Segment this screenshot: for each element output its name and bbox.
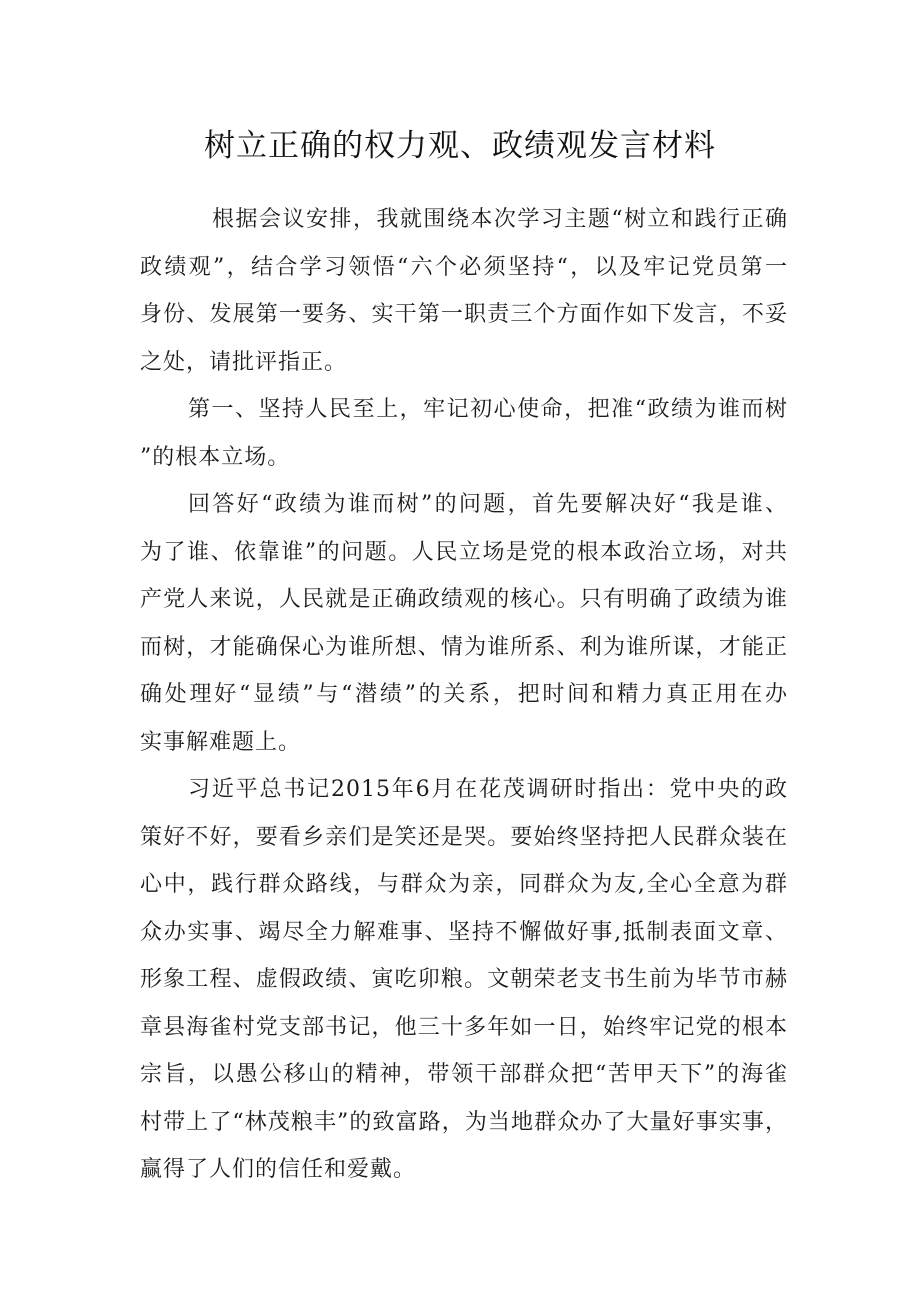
paragraph-line: 实事解难题上。 bbox=[140, 729, 302, 755]
paragraph-line: 心中，践行群众路线，与群众为亲，同群众为友,全心全意为群 bbox=[140, 872, 788, 897]
paragraph-line: 之处，请批评指正。 bbox=[140, 349, 348, 375]
paragraph-line: 习近平总书记2015年6月在花茂调研时指出：党中央的政 bbox=[188, 777, 788, 802]
paragraph-line: 章县海雀村党支部书记，他三十多年如一日，始终牢记党的根本 bbox=[140, 1014, 788, 1040]
paragraph-line: 产党人来说，人民就是正确政绩观的核心。只有明确了政绩为谁 bbox=[140, 587, 788, 612]
paragraph-line: 众办实事、竭尽全力解难事、坚持不懈做好事,抵制表面文章、 bbox=[140, 919, 788, 945]
paragraph-line: 而树，才能确保心为谁所想、情为谁所系、利为谁所谋，才能正 bbox=[140, 634, 788, 660]
paragraph-line: 根据会议安排，我就围绕本次学习主题“树立和践行正确 bbox=[212, 207, 788, 232]
section-heading-line: 第一、坚持人民至上，牢记初心使命，把准“政绩为谁而树 bbox=[188, 397, 788, 422]
paragraph-line: 政绩观”，结合学习领悟“六个必须坚持“，以及牢记党员第一 bbox=[140, 254, 788, 280]
paragraph-line: 形象工程、虚假政绩、寅吃卯粮。文朝荣老支书生前为毕节市赫 bbox=[140, 967, 788, 992]
paragraph-line: 身份、发展第一要务、实干第一职责三个方面作如下发言，不妥 bbox=[140, 302, 788, 327]
section-heading-line: ”的根本立场。 bbox=[140, 444, 291, 470]
paragraph-line: 村带上了“林茂粮丰”的致富路，为当地群众办了大量好事实事， bbox=[140, 1109, 788, 1135]
paragraph-line: 策好不好，要看乡亲们是笑还是哭。要始终坚持把人民群众装在 bbox=[140, 824, 788, 850]
document-body bbox=[140, 196, 788, 1194]
paragraph-line: 为了谁、依靠谁”的问题。人民立场是党的根本政治立场，对共 bbox=[140, 539, 788, 565]
paragraph-line: 确处理好“显绩”与“潜绩”的关系，把时间和精力真正用在办 bbox=[140, 682, 788, 707]
paragraph-line: 宗旨，以愚公移山的精神，带领干部群众把“苦甲天下”的海雀 bbox=[140, 1062, 788, 1087]
paragraph-line: 赢得了人们的信任和爱戴。 bbox=[140, 1157, 417, 1182]
paragraph-line: 回答好“政绩为谁而树”的问题，首先要解决好“我是谁、 bbox=[188, 492, 788, 517]
document-title: 树立正确的权力观、政绩观发言材料 bbox=[204, 128, 716, 164]
